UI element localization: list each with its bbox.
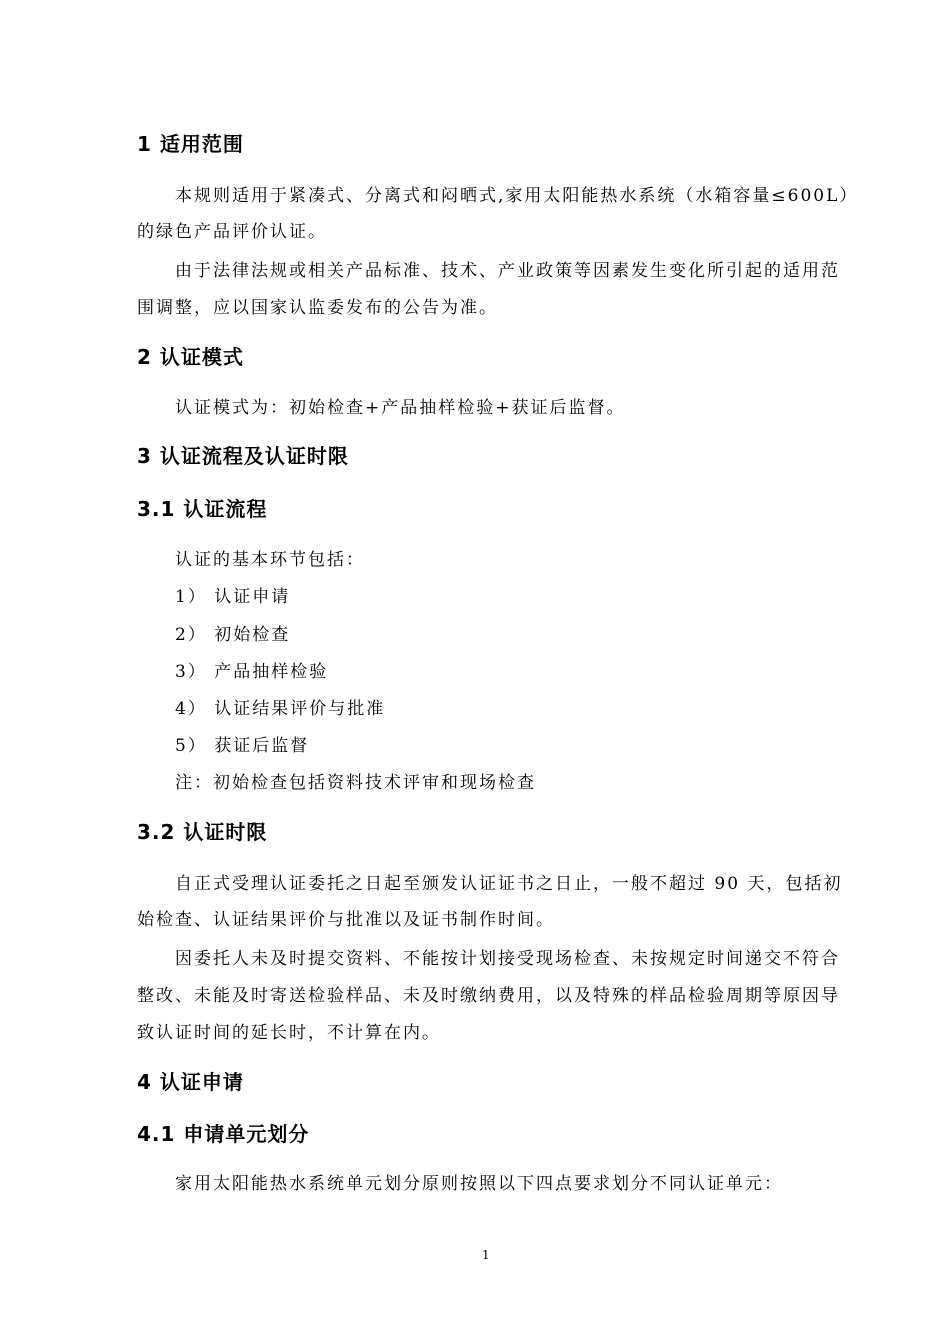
- paragraph-line: 家用太阳能热水系统单元划分原则按照以下四点要求划分不同认证单元：: [175, 1174, 783, 1194]
- page-number: 1: [482, 1248, 490, 1262]
- paragraph-line: 始检查、认证结果评价与批准以及证书制作时间。: [137, 910, 555, 930]
- list-intro: 认证的基本环节包括：: [175, 550, 365, 570]
- paragraph-line: 围调整，应以国家认监委发布的公告为准。: [137, 298, 498, 318]
- paragraph-line: 因委托人未及时提交资料、不能按计划接受现场检查、未按规定时间递交不符合: [175, 949, 840, 969]
- paragraph-line: 的绿色产品评价认证。: [137, 222, 327, 242]
- section-heading-3-1: 3.1 认证流程: [137, 497, 268, 521]
- paragraph-line: 认证模式为：初始检查+产品抽样检验+获证后监督。: [175, 398, 626, 418]
- paragraph-line: 整改、未能及时寄送检验样品、未及时缴纳费用，以及特殊的样品检验周期等原因导: [137, 986, 840, 1006]
- paragraph-line: 本规则适用于紧凑式、分离式和闷晒式,家用太阳能热水系统（水箱容量≤600L）: [175, 186, 859, 206]
- section-heading-3: 3 认证流程及认证时限: [137, 444, 349, 468]
- list-item: 1） 认证申请: [175, 587, 291, 607]
- section-heading-4: 4 认证申请: [137, 1070, 244, 1094]
- list-item: 2） 初始检查: [175, 625, 291, 645]
- paragraph-line: 自正式受理认证委托之日起至颁发认证证书之日止，一般不超过 90 天，包括初: [175, 874, 843, 894]
- list-item: 3） 产品抽样检验: [175, 662, 329, 682]
- section-heading-1: 1 适用范围: [137, 132, 244, 156]
- list-item: 4） 认证结果评价与批准: [175, 699, 386, 719]
- paragraph-line: 致认证时间的延长时，不计算在内。: [137, 1023, 441, 1043]
- note: 注：初始检查包括资料技术评审和现场检查: [175, 773, 536, 793]
- paragraph-line: 由于法律法规或相关产品标准、技术、产业政策等因素发生变化所引起的适用范: [175, 261, 840, 281]
- section-heading-3-2: 3.2 认证时限: [137, 820, 268, 844]
- section-heading-4-1: 4.1 申请单元划分: [137, 1122, 310, 1146]
- list-item: 5） 获证后监督: [175, 736, 310, 756]
- section-heading-2: 2 认证模式: [137, 345, 244, 369]
